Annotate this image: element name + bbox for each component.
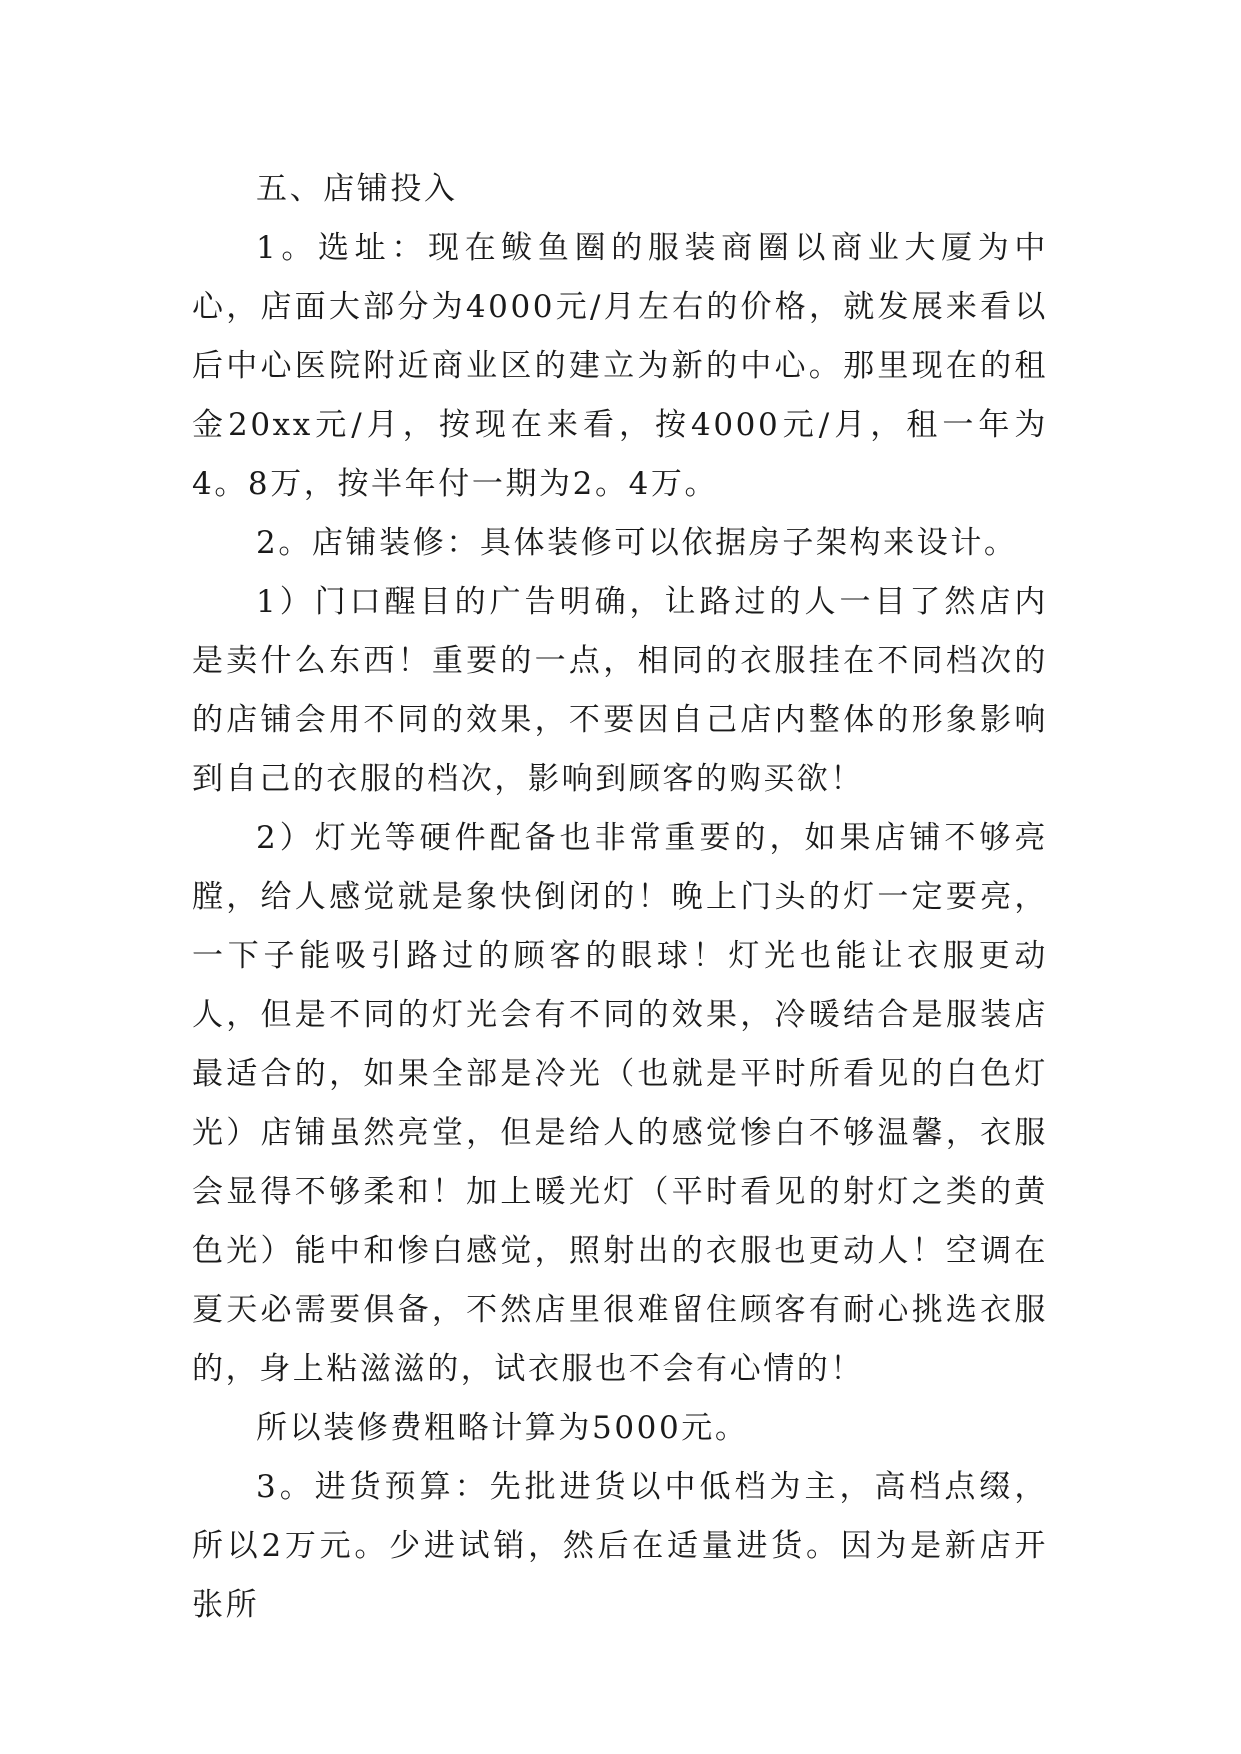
paragraph-purchase-budget: 3。进货预算：先批进货以中低档为主，高档点缀，所以2万元。少进试销，然后在适量进货。因为是新店开张所 — [192, 1469, 1048, 1623]
paragraph-site-selection: 1。选址：现在鲅鱼圈的服装商圈以商业大厦为中心，店面大部分为4000元/月左右的价格，就发展来看以后中心医院附近商业区的建立为新的中心。那里现在的租金20xx元/月，按现在来看，按4000元/月，租一年为4。8万，按半年付一期为2。4万。 — [192, 230, 1048, 502]
document-body — [192, 160, 1048, 1635]
paragraph-lighting: 2）灯光等硬件配备也非常重要的，如果店铺不够亮膛，给人感觉就是象快倒闭的！晚上门头的灯一定要亮，一下子能吸引路过的顾客的眼球！灯光也能让衣服更动人，但是不同的灯光会有不同的效果，冷暖结合是服装店最适合的，如果全部是冷光（也就是平时所看见的白色灯光）店铺虽然亮堂，但是给人的感觉惨白不够温馨，衣服会显得不够柔和！加上暖光灯（平时看见的射灯之类的黄色光）能中和惨白感觉，照射出的衣服也更动人！空调在夏天必需要俱备，不然店里很难留住顾客有耐心挑选衣服的，身上粘滋滋的，试衣服也不会有心情的！ — [192, 820, 1048, 1387]
section-heading: 五、店铺投入 — [256, 171, 458, 207]
paragraph-decoration-cost: 所以装修费粗略计算为5000元。 — [256, 1410, 749, 1446]
paragraph-storefront-ad: 1）门口醒目的广告明确，让路过的人一目了然店内是卖什么东西！重要的一点，相同的衣服挂在不同档次的的店铺会用不同的效果，不要因自己店内整体的形象影响到自己的衣服的档次，影响到顾客的购买欲！ — [192, 584, 1048, 797]
paragraph-store-decoration: 2。店铺装修：具体装修可以依据房子架构来设计。 — [256, 525, 1018, 561]
